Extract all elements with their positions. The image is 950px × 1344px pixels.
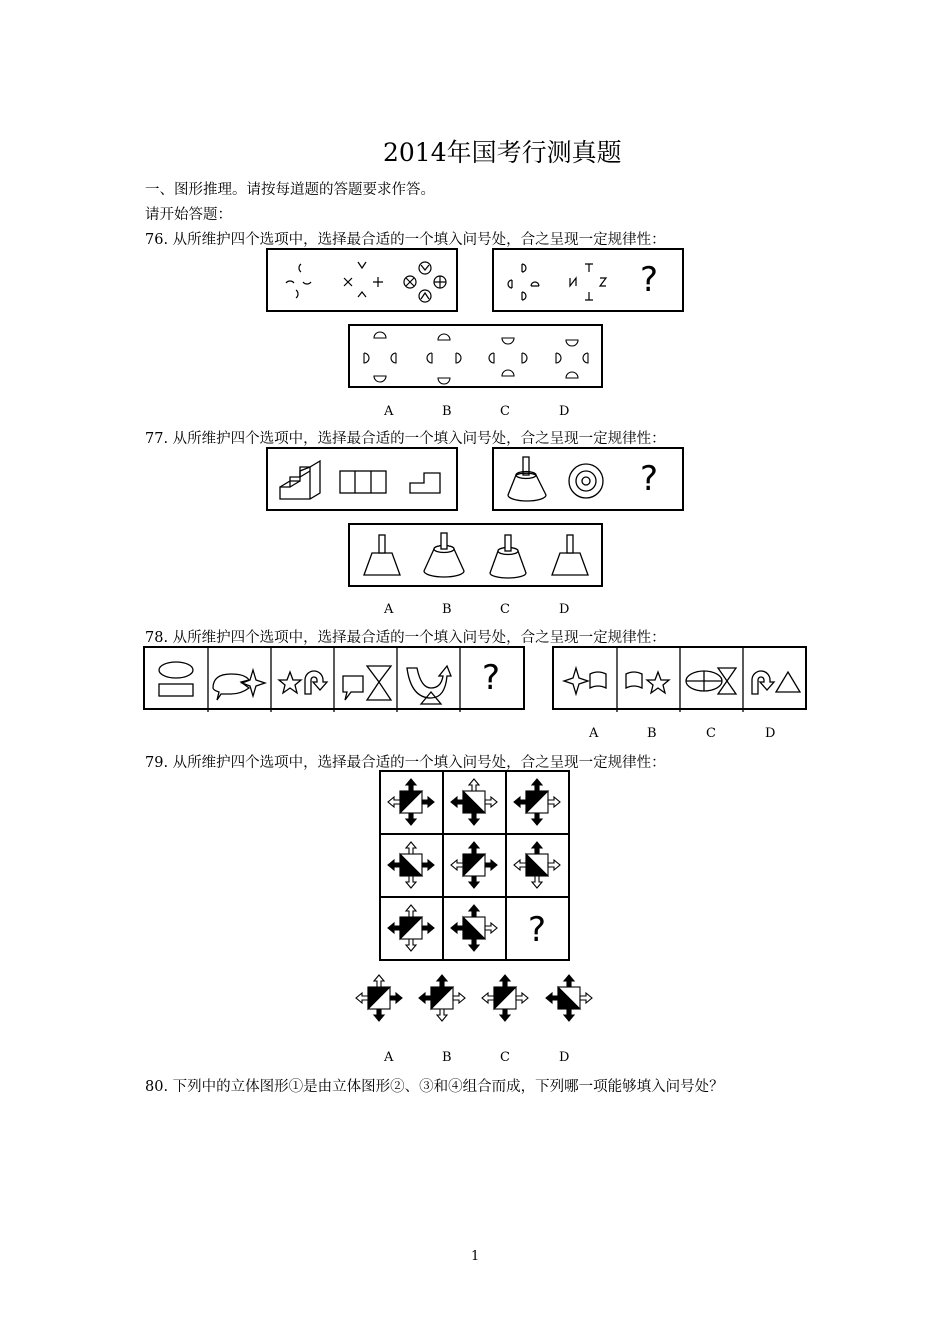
q79-label-b: B [442,1050,452,1065]
question-79-text: 79. 从所维护四个选项中，选择最合适的一个填入问号处，合之呈现一定规律性： [145,755,666,771]
q77-question-mark: ? [640,459,659,499]
page-title: 2014年国考行测真题 [383,138,622,167]
q76-label-c: C [500,404,510,419]
page-number: 1 [471,1249,480,1264]
q79-option-c [482,975,528,1021]
q79-question-mark: ? [527,910,547,950]
question-80-text: 80. 下列中的立体图形①是由立体图形②、③和④组合而成，下列哪一项能够填入问号处？ [145,1079,724,1095]
q76-question-mark: ? [640,260,659,300]
q78-question-mark: ? [482,658,501,698]
q76-label-b: B [442,404,452,419]
q79-option-d [546,975,592,1021]
question-77-text: 77. 从所维护四个选项中，选择最合适的一个填入问号处，合之呈现一定规律性： [145,431,666,447]
q78-label-d: D [765,726,776,741]
section-heading: 一、图形推理。请按每道题的答题要求作答。 [145,182,435,198]
q76-label-d: D [559,404,570,419]
q77-label-d: D [559,602,570,617]
q79-label-d: D [559,1050,570,1065]
question-76-text: 76. 从所维护四个选项中，选择最合适的一个填入问号处，合之呈现一定规律性： [145,232,666,248]
q78-label-a: A [589,726,599,741]
q77-label-b: B [442,602,452,617]
q78-label-b: B [647,726,657,741]
question-78-text: 78. 从所维护四个选项中，选择最合适的一个填入问号处，合之呈现一定规律性： [145,630,666,646]
q79-label-c: C [500,1050,510,1065]
q76-label-a: A [384,404,394,419]
q77-label-c: C [500,602,510,617]
q79-label-a: A [384,1050,394,1065]
q79-option-a [356,975,402,1021]
q78-label-c: C [706,726,716,741]
q79-option-b [419,975,465,1021]
start-instruction: 请开始答题： [145,207,232,223]
q77-label-a: A [384,602,394,617]
